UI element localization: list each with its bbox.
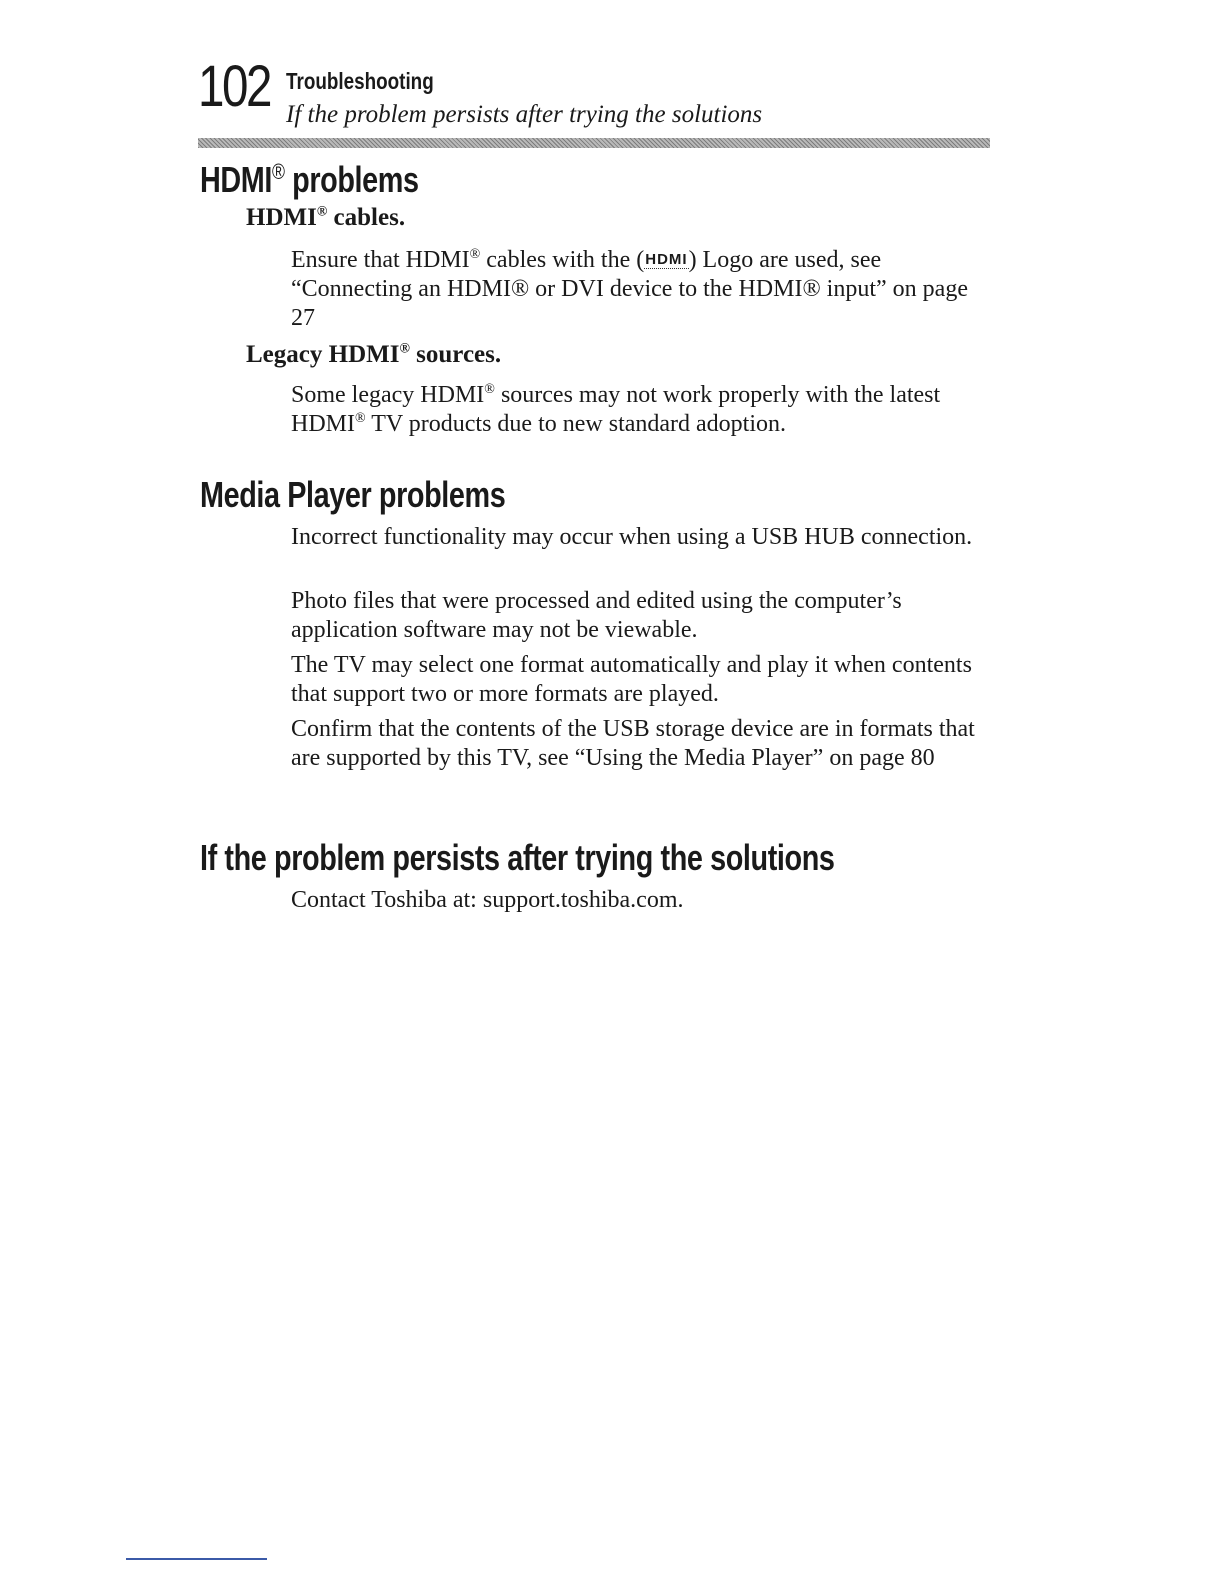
problem-persists-heading: If the problem persists after trying the solutions [200,837,835,878]
media-para-3: The TV may select one format automatically and play it when contents that support two or more formats are played. [291,652,972,707]
media-para-1: Incorrect functionality may occur when using a USB HUB connection. [291,524,973,550]
hdmi-cables-heading: HDMI® cables. [246,204,406,231]
contact-text: Contact Toshiba at: support.toshiba.com. [291,887,684,913]
running-subtitle: If the problem persists after trying the solutions [286,101,763,128]
media-para-4: Confirm that the contents of the USB storage device are in formats that are supported by this TV, see “Using the Media Player” on page 80 [291,716,975,771]
legacy-hdmi-text: Some legacy HDMI® sources may not work properly with the latest HDMI® TV products due to new standard adoption. [291,382,941,437]
page-number: 102 [198,54,270,119]
running-section-title: Troubleshooting [286,68,434,94]
footer-rule [126,1558,267,1560]
header-rule [198,138,990,148]
media-para-2: Photo files that were processed and edited using the computer’s application software may not be viewable. [291,588,902,643]
hdmi-logo-icon: HDMI [645,251,688,268]
hdmi-cables-text: Ensure that HDMI® cables with the (HDMI) Logo are used, see “Connecting an HDMI® or DVI device to the HDMI® input” on page 27 [291,247,968,331]
legacy-hdmi-heading: Legacy HDMI® sources. [246,341,502,368]
hdmi-problems-heading: HDMI® problems [200,159,419,200]
media-player-problems-heading: Media Player problems [200,474,506,515]
